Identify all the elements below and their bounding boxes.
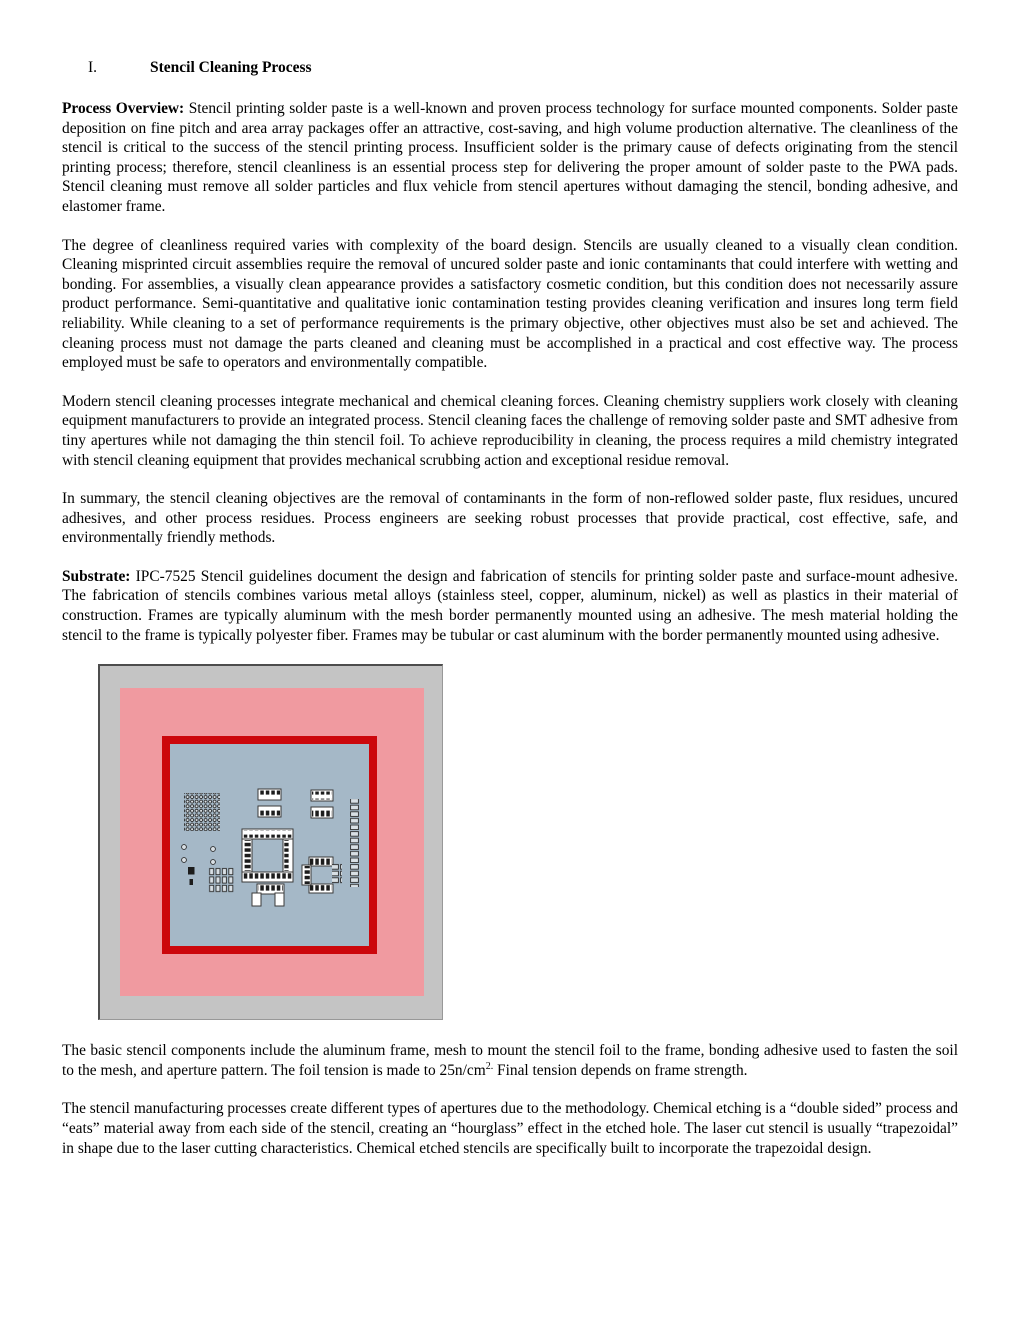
paragraph-summary: In summary, the stencil cleaning objectives are the removal of contaminants in the form of non-reflowed solder paste, flux residues, uncured adhesives, and other process residues. Process engineers are seeking robust processes that provide practical, cost effective, safe, and environmentally friendly methods. <box>62 490 958 547</box>
paragraph-components <box>62 1041 958 1080</box>
paragraph-text: IPC-7525 Stencil guidelines document the design and fabrication of stencils for printing solder paste and surface-mount adhesive. The fabrication of stencils combines various metal alloys (stainless steel, copper, aluminum, nickel) as well as plastics in their material of construction. Frames are typically aluminum with the mesh border permanently mounted using an adhesive. The mesh material holding the stencil to the frame is typically polyester fiber. Frames may be tubular or cast aluminum with the border permanently mounted using adhesive. <box>62 567 958 644</box>
paragraph-modern-processes: Modern stencil cleaning processes integrate mechanical and chemical cleaning forces. Cleaning chemistry suppliers work closely with cleaning equipment manufacturers to provide an integrated process. Stencil cleaning faces the challenge of removing solder paste and SMT adhesive from tiny apertures while not damaging the thin stencil foil. To achieve reproducibility in cleaning, the process requires a mild chemistry integrated with stencil cleaning equipment that provides mechanical scrubbing action and exceptional residue removal. <box>62 392 958 469</box>
stencil-illustration <box>100 666 442 1019</box>
paragraph-degree-of-cleanliness: The degree of cleanliness required varies with complexity of the board design. Stencils are usually cleaned to a visually clean condition. Cleaning misprinted circuit assemblies require the removal of uncured solder paste and ionic contaminants that could interfere with wetting and bonding. For assemblies, a visually clean appearance provides a satisfactory cosmetic condition, but this condition does not necessarily assure product performance. Semi-quantitative and qualitative ionic contamination testing provides cleaning verification and insures long term field reliability. While cleaning to a set of performance requirements is the primary objective, other objectives must also be set and achieved. The cleaning process must not damage the parts cleaned and cleaning must be accomplished in a practical and cost effective way. The process employed must be safe to operators and environmentally compatible. <box>62 236 958 372</box>
paragraph-label-process-overview: Process Overview: <box>62 100 185 117</box>
paragraph-text: Stencil printing solder paste is a well-known and proven process technology for surface mounted components. Solder paste deposition on fine pitch and area array packages offer an attractive, cost-saving, and high volume production alternative. The cleanliness of the stencil is critical to the success of the stencil printing process. Insufficient solder is the primary cause of defects originating from the stencil printing process; therefore, stencil cleanliness is an essential process step for delivering the proper amount of solder paste to the PWA pads. Stencil cleaning must remove all solder particles and flux vehicle from stencil apertures without damaging the stencil, bonding adhesive, and elastomer frame. <box>62 100 958 215</box>
soic-ladder-aperture <box>350 799 360 887</box>
section-title: Stencil Cleaning Process <box>150 59 312 76</box>
paragraph-text: The basic stencil components include the aluminum frame, mesh to mount the stencil foil to the frame, bonding adhesive used to fasten the soil to the mesh, and aperture pattern. The foil tension is made to 25n/cm <box>62 1042 958 1079</box>
paragraph-text: Final tension depends on frame strength. <box>493 1061 748 1079</box>
paragraph-label-substrate: Substrate: <box>62 567 131 585</box>
paragraph-process-overview <box>62 99 958 217</box>
paragraph-manufacturing: The stencil manufacturing processes create different types of apertures due to the methodology. Chemical etching is a “double sided” process and “eats” material away from each side of the stencil, creating an “hourglass” effect in the etched hole. The laser cut stencil is usually “trapezoidal” in shape due to the laser cutting characteristics. Chemical etched stencils are specifically built to incorporate the trapezoidal design. <box>62 1100 958 1157</box>
stencil-foil-layer <box>170 744 369 946</box>
paragraph-substrate <box>62 567 958 645</box>
superscript: 2. <box>485 1060 494 1072</box>
section-numeral: I. <box>88 59 98 76</box>
bga-aperture-grid <box>184 793 220 831</box>
stencil-figure <box>98 664 443 1020</box>
pad-array-aperture <box>208 867 234 893</box>
section-heading <box>62 58 958 78</box>
